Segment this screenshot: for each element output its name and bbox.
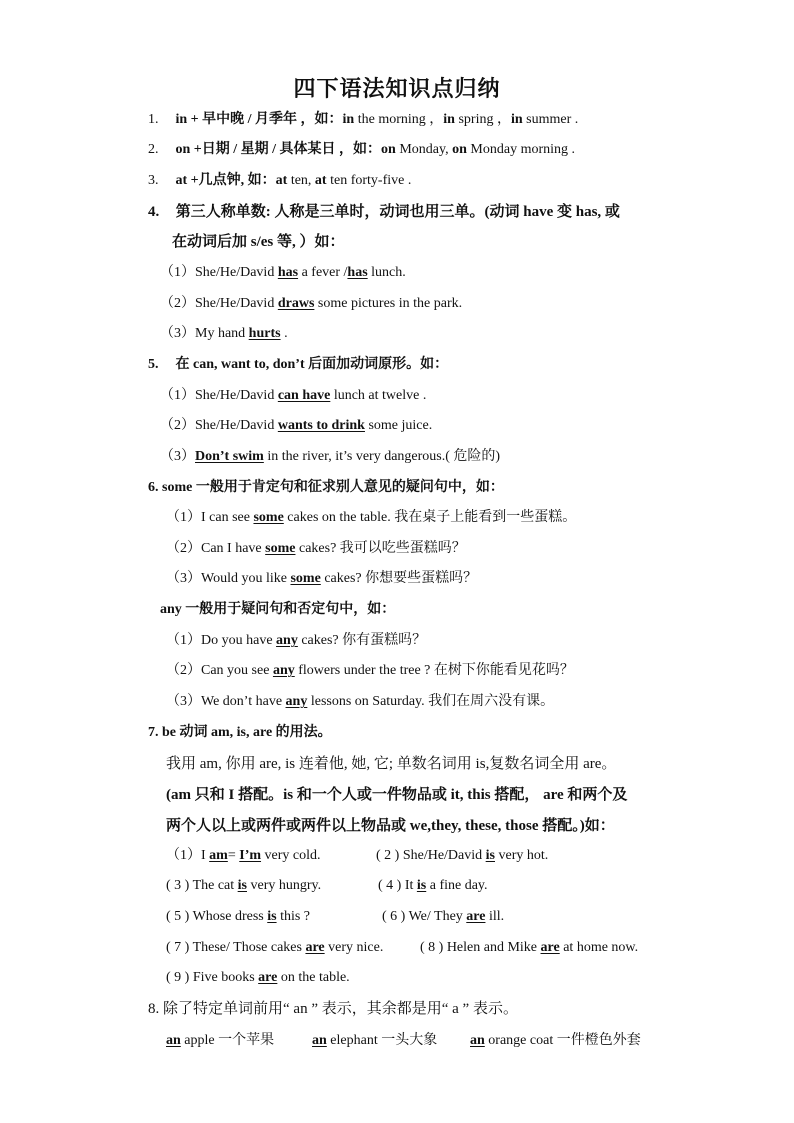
- answer-word: are: [305, 940, 325, 955]
- keyword: on: [381, 142, 396, 157]
- answer-word: can have: [277, 388, 331, 403]
- rule-paragraph: 我用 am, 你用 are, is 连着他, 她, 它; 单数名词用 is,复数名词全用 are。: [166, 756, 617, 772]
- item-7: 7. be 动词 am, is, are 的用法。: [148, 725, 332, 740]
- item-4: [148, 202, 620, 222]
- answer-word: is: [416, 878, 427, 893]
- rule-text: 在 can, want to, don’t 后面加动词原形。如：: [175, 357, 449, 372]
- answer-word: has: [347, 265, 368, 280]
- item-6: 6. some 一般用于肯定句和征求别人意见的疑问句中，如：: [148, 480, 504, 495]
- example-line: （2）Can I have some cakes? 我可以吃些蛋糕吗？: [166, 541, 466, 556]
- answer-word: is: [485, 848, 495, 863]
- keyword: in: [443, 112, 455, 127]
- item-3: [148, 171, 411, 191]
- item-number: 3.: [148, 173, 159, 188]
- rule-text: at +几点钟, 如：: [175, 173, 276, 188]
- example-line: （2）She/He/David wants to drink some juice.: [160, 418, 433, 433]
- example-line: （3）Would you like some cakes? 你想要些蛋糕吗？: [166, 571, 478, 586]
- example-line: ( 5 ) Whose dress is this ?: [166, 909, 311, 924]
- example-line: an apple 一个苹果: [166, 1033, 275, 1048]
- example-line: （3）We don’t have any lessons on Saturday. 我们在周六没有课。: [166, 694, 555, 709]
- example-line: ( 4 ) It is a fine day.: [378, 878, 488, 893]
- item-1: [148, 110, 578, 130]
- any-rule: any 一般用于疑问句和否定句中，如：: [160, 602, 396, 617]
- answer-word: some: [290, 571, 321, 586]
- example-line: （1）I can see some cakes on the table. 我在桌子上能看到一些蛋糕。: [166, 510, 577, 525]
- keyword: at: [311, 173, 327, 188]
- example-line: ( 2 ) She/He/David is very hot.: [376, 848, 549, 863]
- rule-paragraph: 两个人以上或两件或两件以上物品或 we,they, these, those 搭配。)如：: [166, 818, 615, 834]
- example-text: ten,: [287, 173, 312, 188]
- example-line: ( 9 ) Five books are on the table.: [166, 970, 350, 985]
- example-line: （1）Do you have any cakes? 你有蛋糕吗？: [166, 633, 427, 648]
- keyword: in: [342, 112, 355, 127]
- example-text: the morning ，: [354, 112, 444, 127]
- example-line: ( 3 ) The cat is very hungry.: [166, 878, 322, 893]
- answer-word: draws: [277, 296, 315, 311]
- example-text: Monday morning .: [466, 142, 576, 157]
- answer-word: is: [237, 878, 247, 893]
- answer-word: am: [209, 848, 228, 863]
- keyword: at: [275, 173, 288, 188]
- page-title: 四下语法知识点归纳: [293, 76, 501, 101]
- answer-word: any: [272, 663, 295, 678]
- example-line: （2）She/He/David draws some pictures in the park.: [160, 296, 463, 311]
- example-line: （1）I am= I’m very cold.: [166, 848, 321, 863]
- answer-word: are: [540, 940, 560, 955]
- keyword: in: [510, 112, 523, 127]
- answer-word: any: [276, 633, 298, 648]
- item-number: 2.: [148, 142, 159, 157]
- rule-text: on +日期 / 星期 / 具体某日 ，如：: [175, 142, 382, 157]
- answer-word: hurts: [248, 326, 281, 341]
- answer-word: are: [258, 970, 278, 985]
- item-number: 1.: [148, 112, 159, 127]
- keyword: on: [448, 142, 467, 157]
- example-line: an orange coat 一件橙色外套: [470, 1033, 641, 1048]
- rule-text: 第三人称单数: 人称是三单时，动词也用三单。(动词 have 变 has, 或: [175, 204, 620, 220]
- example-line: （1）She/He/David can have lunch at twelve .: [160, 388, 427, 403]
- answer-word: an: [166, 1033, 181, 1048]
- answer-word: an: [470, 1033, 485, 1048]
- answer-word: some: [253, 510, 284, 525]
- item-2: [148, 140, 575, 160]
- item-8: 8. 除了特定单词前用“ an ” 表示，其余都是用“ a ” 表示。: [148, 1001, 518, 1017]
- example-line: an elephant 一头大象: [312, 1033, 438, 1048]
- example-line: （2）Can you see any flowers under the tree ? 在树下你能看见花吗？: [166, 663, 574, 678]
- answer-word: some: [265, 541, 296, 556]
- example-text: spring ，: [454, 112, 511, 127]
- item-number: 5.: [148, 357, 159, 372]
- example-line: ( 7 ) These/ Those cakes are very nice.: [166, 940, 384, 955]
- example-text: summer .: [522, 112, 579, 127]
- rule-text: in + 早中晚 / 月季年 ，如：: [175, 112, 343, 127]
- item-5: [148, 355, 448, 375]
- example-line: ( 8 ) Helen and Mike are at home now.: [420, 940, 639, 955]
- answer-word: any: [285, 694, 308, 709]
- answer-word: Don’t swim: [195, 449, 264, 464]
- answer-word: wants to drink: [277, 418, 365, 433]
- example-line: （3）My hand hurts .: [160, 326, 288, 341]
- item-4-continued: 在动词后加 s/es 等, ）如：: [172, 234, 345, 250]
- rule-paragraph: (am 只和 I 搭配。is 和一个人或一件物品或 it, this 搭配， are 和两个及: [166, 787, 628, 803]
- answer-word: are: [466, 909, 486, 924]
- example-line: ( 6 ) We/ They are ill.: [382, 909, 505, 924]
- item-number: 4.: [148, 204, 160, 220]
- answer-word: I’m: [239, 848, 262, 863]
- answer-word: an: [312, 1033, 327, 1048]
- example-text: ten forty-five .: [326, 173, 412, 188]
- example-line: （1）She/He/David has a fever /has lunch.: [160, 265, 406, 280]
- example-line: （3）Don’t swim in the river, it’s very dangerous.( 危险的): [160, 449, 501, 464]
- example-text: Monday,: [395, 142, 449, 157]
- answer-word: is: [267, 909, 277, 924]
- answer-word: has: [277, 265, 299, 280]
